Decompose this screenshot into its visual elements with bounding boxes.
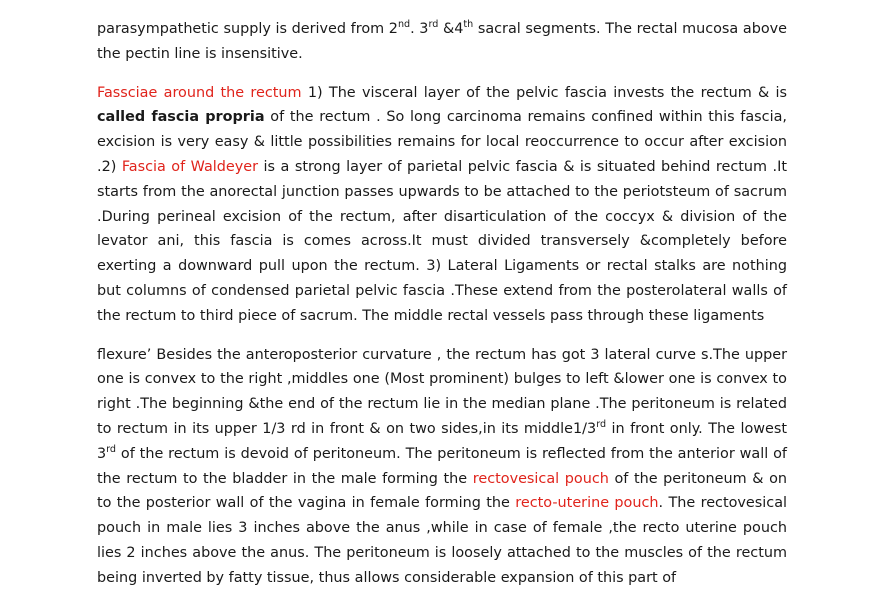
para2-text-3: is a strong layer of parietal pelvic fascia & is situated behind rectum .It starts from the anorectal junction passes upwards to be attached to the periotsteum of sacrum .During perineal excision of the rectum, after disarticulation of the coccyx & division of the levator ani, this fascia is comes across.It must divided transversely &completely before exerting a downward pull upon the rectum. 3) Lateral Ligaments or rectal stalks are nothing but columns of condensed parietal pelvic fascia .These extend from the posterolateral walls of the rectum to third piece of sacrum. The middle rectal vessels pass through these ligaments (97, 158, 787, 324)
paragraph-gap (97, 329, 787, 343)
fascia-propria-term: called fascia propria (97, 109, 265, 126)
para3-sup-1: rd (596, 419, 607, 431)
para3-sup-2: rd (106, 443, 117, 455)
para1-text-1: parasympathetic supply is derived from 2 (97, 21, 398, 37)
para3-text-2: in front only. The lowest 3 (97, 420, 788, 462)
para2-text-1: 1) The visceral layer of the pelvic fascia invests the rectum & is (301, 84, 788, 101)
paragraph-nerve-supply (97, 17, 787, 67)
paragraph-gap (97, 67, 787, 81)
rectovesical-pouch-term: rectovesical pouch (472, 470, 609, 487)
paragraph-fasciae (97, 81, 787, 329)
para1-sup-3: th (463, 19, 474, 31)
para3-text-4: of the peritoneum & on to the posterior wall of the vagina in female forming the (97, 470, 787, 512)
fascia-of-waldeyer-term: Fascia of Waldeyer (121, 158, 259, 175)
para3-text-5: . The rectovesical pouch in male lies 3 inches above the anus ,while in case of female ,the recto uterine pouch lies 2 inches above the anus. The peritoneum is loosely attached to the muscles of the rectum being inverted by fatty tissue, thus allows considerable expansion of this part of (97, 495, 788, 586)
recto-uterine-pouch-term: recto-uterine pouch (515, 495, 659, 512)
para1-sup-1: nd (397, 19, 411, 31)
para1-text-2: . 3 (410, 21, 429, 37)
para1-text-4: sacral segments. The rectal mucosa above the pectin line is insensitive. (97, 21, 788, 62)
para3-text-1: flexure’ Besides the anteroposterior curvature , the rectum has got 3 lateral curve s.The upper one is convex to the right ,middles one (Most prominent) bulges to left &lower one is convex to right .The beginning &the end of the rectum lie in the median plane .The peritoneum is related to rectum in its upper 1/3 rd in front & on two sides,in its middle1/3 (97, 346, 787, 437)
para1-sup-2: rd (428, 19, 439, 31)
para3-text-3: of the rectum is devoid of peritoneum. The peritoneum is reflected from the anterior wall of the rectum to the bladder in the male forming the (97, 445, 787, 487)
para2-text-2: of the rectum . So long carcinoma remains confined within this fascia, excision is very easy & little possibilities remains for local reoccurrence to occur after excision .2) (97, 109, 787, 175)
document-page (97, 17, 787, 591)
fasciae-heading: Fassciae around the rectum (97, 84, 302, 101)
para1-text-3: &4 (438, 21, 464, 37)
paragraph-peritoneum (97, 343, 787, 591)
